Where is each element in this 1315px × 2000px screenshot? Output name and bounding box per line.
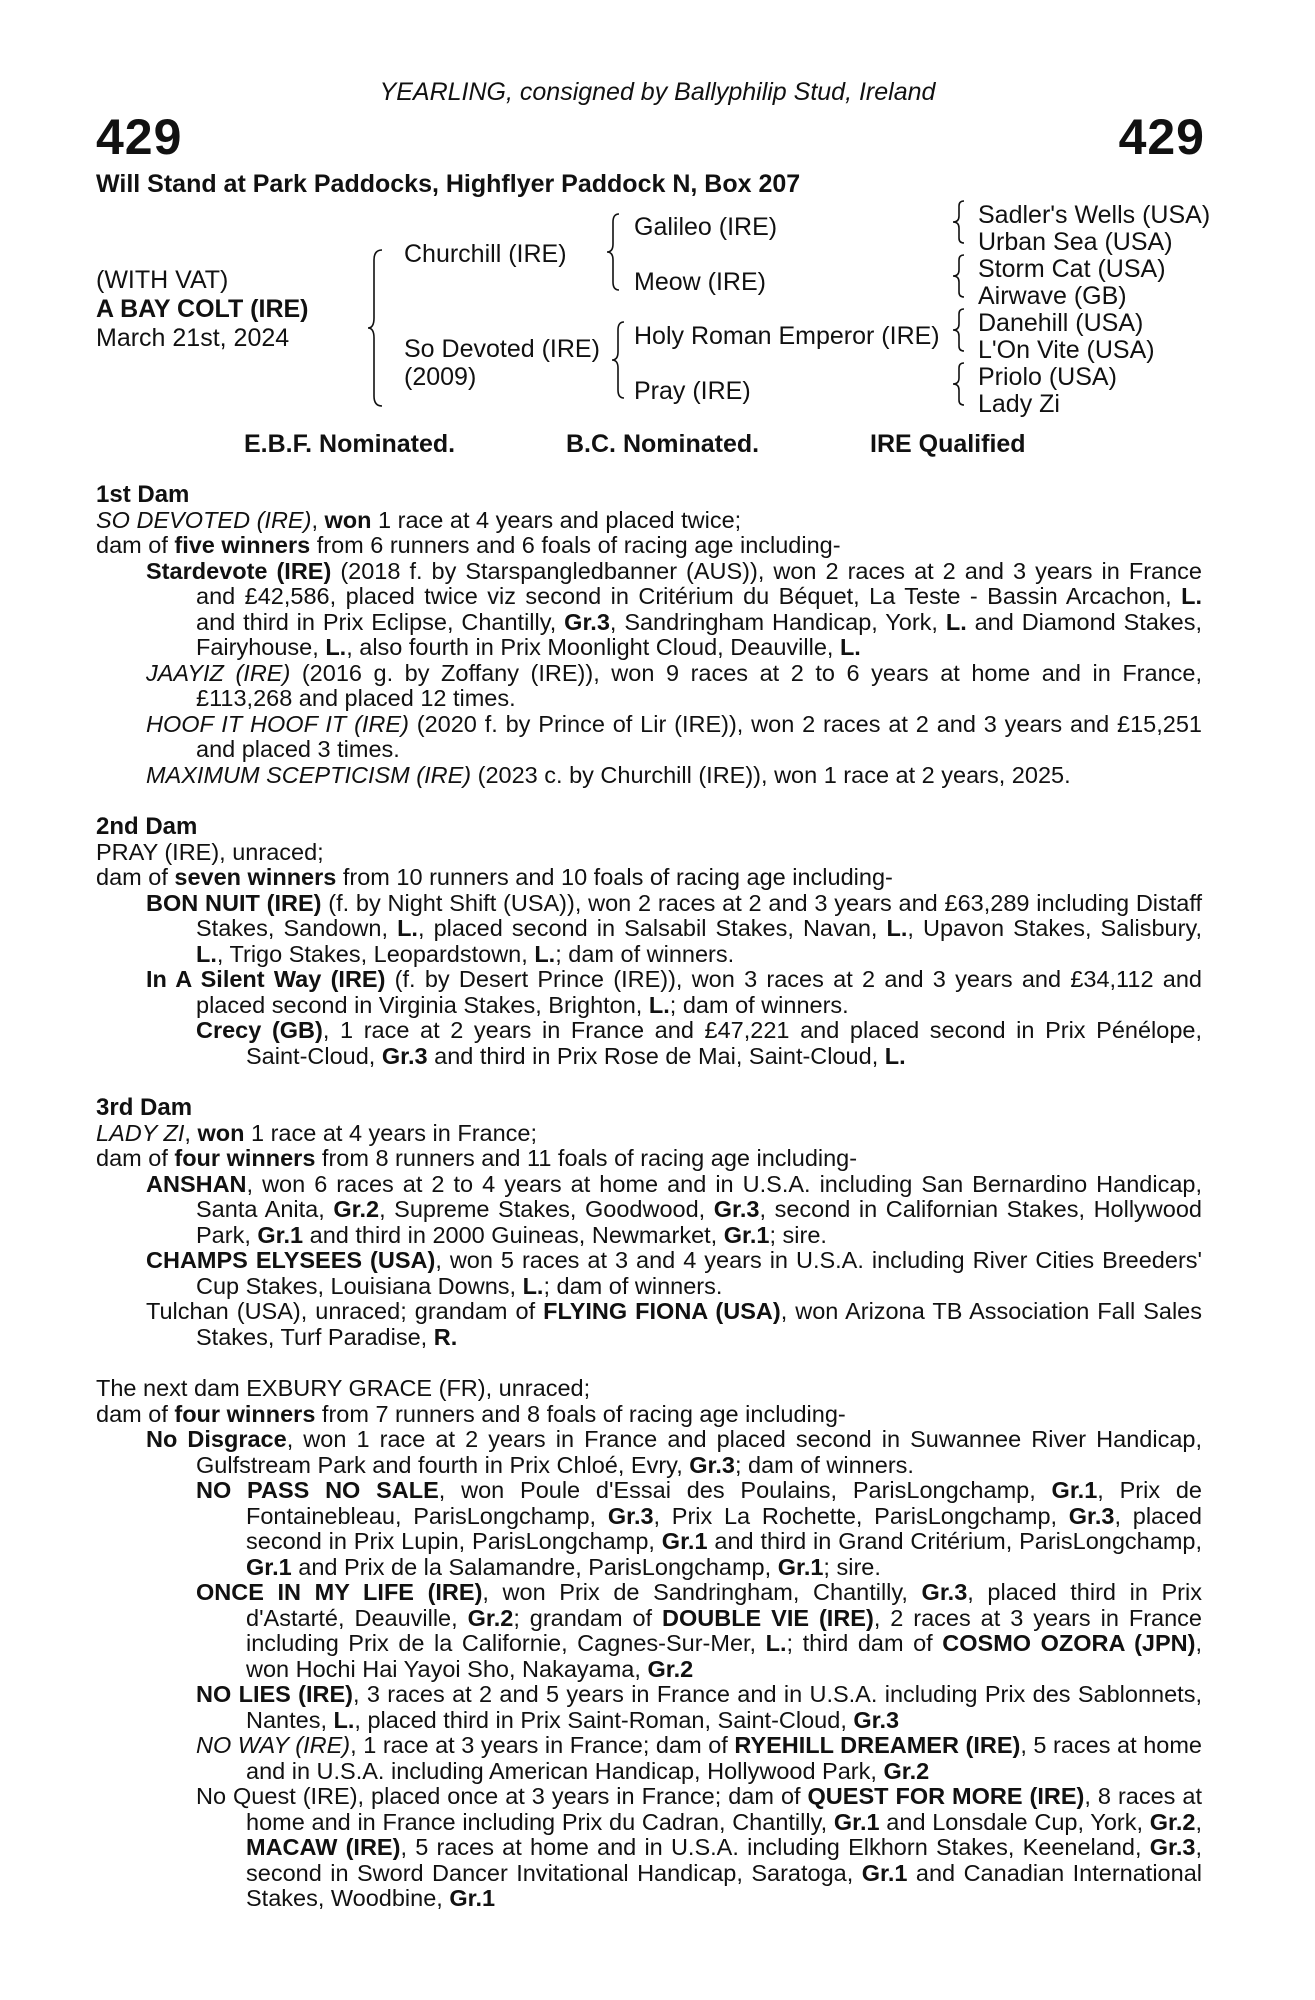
pedigree-sire-dam: Meow (IRE) [634,268,766,296]
stand-location: Will Stand at Park Paddocks, Highflyer Paddock N, Box 207 [96,170,801,198]
produce-entry: NO WAY (IRE), 1 race at 3 years in France; dam of RYEHILL DREAMER (IRE), 5 races at home and in U.S.A. including American Handicap, Hollywood Park, Gr.2 [196,1732,1202,1784]
pedigree-sss: Sadler's Wells (USA) [978,201,1211,229]
second-dam-intro: PRAY (IRE), unraced; [96,838,324,865]
produce-entry: In A Silent Way (IRE) (f. by Desert Prince (IRE)), won 3 races at 2 and 3 years and £34,112 and placed second in Virginia Stakes, Brighton, L.; dam of winners. [146,966,1202,1018]
produce-entry: Crecy (GB), 1 race at 2 years in France and £47,221 and placed second in Prix Pénélope, Saint-Cloud, Gr.3 and third in Prix Rose de Mai, Saint-Cloud, L. [196,1017,1202,1069]
pedigree-dam: So Devoted (IRE) [404,335,600,363]
pedigree-ddd: Lady Zi [978,390,1060,418]
nomination-ire: IRE Qualified [870,430,1026,458]
pedigree-sds: Storm Cat (USA) [978,255,1166,283]
lot-number-right: 429 [1118,109,1205,165]
pedigree-brace-main [368,248,388,408]
pedigree-sire: Churchill (IRE) [404,240,567,268]
produce-entry: Stardevote (IRE) (2018 f. by Starspangledbanner (AUS)), won 2 races at 2 and 3 years in France and £42,586, placed twice viz second in Critérium du Béquet, La Teste - Bassin Arcachon, L. and third in Prix Eclipse, Chantilly, Gr.3, Sandringham Handicap, York, L. and Diamond Stakes, Fairyhouse, L., also fourth in Prix Moonlight Cloud, Deauville, L. [146,557,1203,660]
pedigree-ssd: Urban Sea (USA) [978,228,1173,256]
pedigree-brace-3d [953,362,967,406]
produce-entry: MAXIMUM SCEPTICISM (IRE) (2023 c. by Churchill (IRE)), won 1 race at 2 years, 2025. [146,761,1071,788]
pedigree-brace-dam [612,320,628,400]
pedigree-brace-3a [953,200,967,244]
nomination-ebf: E.B.F. Nominated. [244,430,456,458]
pedigree-brace-3b [953,254,967,298]
vat-label: (WITH VAT) [96,266,229,294]
pedigree-dam-sire: Holy Roman Emperor (IRE) [634,322,940,350]
produce-entry: NO PASS NO SALE, won Poule d'Essai des Poulains, ParisLongchamp, Gr.1, Prix de Fontainebleau, ParisLongchamp, Gr.3, Prix La Rochette, ParisLongchamp, Gr.3, placed second in Prix Lupin, ParisLongchamp, Gr.1 and third in Grand Critérium, ParisLongchamp, Gr.1 and Prix de la Salamandre, ParisLongchamp, Gr.1; sire. [196,1477,1202,1580]
produce-entry: No Quest (IRE), placed once at 3 years in France; dam of QUEST FOR MORE (IRE), 8 races at home and in France including Prix du Cadran, Chantilly, Gr.1 and Lonsdale Cup, York, Gr.2, MACAW (IRE), 5 races at home and in U.S.A. including Elkhorn Stakes, Keeneland, Gr.3, second in Sword Dancer Invitational Handicap, Saratoga, Gr.1 and Canadian International Stakes, Woodbine, Gr.1 [196,1783,1202,1911]
pedigree-brace-3c [953,308,967,352]
family-text [96,482,1202,1912]
produce-entry: BON NUIT (IRE) (f. by Night Shift (USA)), won 2 races at 2 and 3 years and £63,289 including Distaff Stakes, Sandown, L., placed second in Salsabil Stakes, Navan, L., Upavon Stakes, Salisbury, L., Trigo Stakes, Leopardstown, L.; dam of winners. [146,889,1202,967]
third-dam-heading: 3rd Dam [96,1094,193,1121]
produce-entry: ANSHAN, won 6 races at 2 to 4 years at home and in U.S.A. including San Bernardino Handicap, Santa Anita, Gr.2, Supreme Stakes, Goodwood, Gr.3, second in Californian Stakes, Hollywood Park, Gr.1 and third in 2000 Guineas, Newmarket, Gr.1; sire. [146,1170,1202,1248]
first-dam-heading: 1st Dam [96,481,190,508]
pedigree-dam-year: (2009) [404,363,477,391]
horse-name: A BAY COLT (IRE) [96,295,309,323]
nomination-bc: B.C. Nominated. [566,430,760,458]
produce-entry: Tulchan (USA), unraced; grandam of FLYING FIONA (USA), won Arizona TB Association Fall Sales Stakes, Turf Paradise, R. [146,1298,1202,1350]
next-dam-intro: The next dam EXBURY GRACE (FR), unraced; [96,1375,591,1401]
produce-entry: NO LIES (IRE), 3 races at 2 and 5 years in France and in U.S.A. including Prix des Sablonnets, Nantes, L., placed third in Prix Saint-Roman, Saint-Cloud, Gr.3 [196,1681,1202,1733]
first-dam-intro: SO DEVOTED (IRE), won 1 race at 4 years and placed twice; [96,506,742,533]
second-dam-produce: dam of seven winners from 10 runners and 10 foals of racing age including- [96,864,893,890]
pedigree-sdd: Airwave (GB) [978,282,1127,310]
pedigree-dss: Danehill (USA) [978,309,1144,337]
pedigree-sire-sire: Galileo (IRE) [634,213,778,241]
second-dam-heading: 2nd Dam [96,813,198,840]
first-dam-produce: dam of five winners from 6 runners and 6 foals of racing age including- [96,532,841,558]
pedigree-brace-sire [607,212,623,292]
third-dam-intro: LADY ZI, won 1 race at 4 years in France; [96,1119,538,1146]
pedigree-dsd: L'On Vite (USA) [978,336,1155,364]
consignment-line: YEARLING, consigned by Ballyphilip Stud, Ireland [379,78,936,106]
produce-entry: CHAMPS ELYSEES (USA), won 5 races at 3 and 4 years in U.S.A. including River Cities Breeders' Cup Stakes, Louisiana Downs, L.; dam of winners. [146,1247,1203,1299]
produce-entry: JAAYIZ (IRE) (2016 g. by Zoffany (IRE)), won 9 races at 2 to 6 years at home and in France, £113,268 and placed 12 times. [146,659,1202,711]
horse-dob: March 21st, 2024 [96,324,290,352]
produce-entry: ONCE IN MY LIFE (IRE), won Prix de Sandringham, Chantilly, Gr.3, placed third in Prix d'Astarté, Deauville, Gr.2; grandam of DOUBLE VIE (IRE), 2 races at 3 years in France including Prix de la Californie, Cagnes-Sur-Mer, L.; third dam of COSMO OZORA (JPN), won Hochi Hai Yayoi Sho, Nakayama, Gr.2 [196,1579,1203,1682]
pedigree-dds: Priolo (USA) [978,363,1117,391]
pedigree-dam-dam: Pray (IRE) [634,377,751,405]
next-dam-produce: dam of four winners from 7 runners and 8 foals of racing age including- [96,1400,846,1427]
produce-entry: No Disgrace, won 1 race at 2 years in France and placed second in Suwannee River Handicap, Gulfstream Park and fourth in Prix Chloé, Evry, Gr.3; dam of winners. [146,1426,1202,1478]
produce-entry: HOOF IT HOOF IT (IRE) (2020 f. by Prince of Lir (IRE)), won 2 races at 2 and 3 years and £15,251 and placed 3 times. [146,710,1202,762]
lot-number-left: 429 [96,109,183,165]
third-dam-produce: dam of four winners from 8 runners and 11 foals of racing age including- [96,1145,858,1171]
